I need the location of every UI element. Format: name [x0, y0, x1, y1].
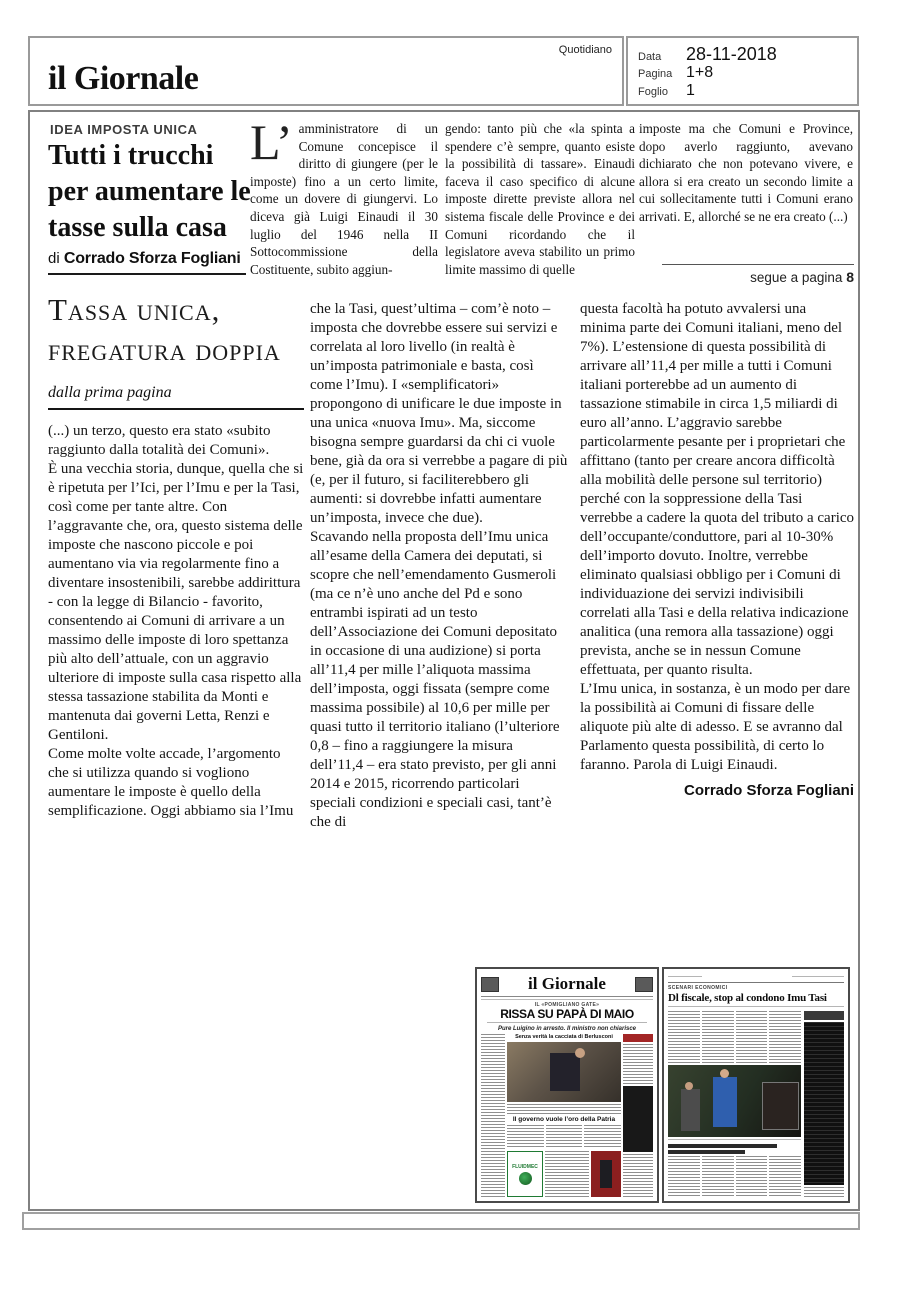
thumb-inside-text-column — [668, 1156, 700, 1197]
thumb-front-text-column — [507, 1125, 544, 1149]
thumb-front-text-column — [546, 1125, 583, 1149]
thumb-front-story2-headline: Il governo vuole l’oro della Patria — [512, 1116, 616, 1123]
thumb-front-photo — [507, 1042, 621, 1102]
paragraph: Scavando nella proposta dell’Imu unica all’esame della Camera dei deputati, si scopre che nell’emendamento Gusmeroli (ma ce n’è uno anche del Pd e sono entrambi ispirati ad un testo dell’Associazione dei Comuni depositato in occasione di una audizione) si porta all’11,4 per mille l’aliquota massima dell’imposta, oggi fissata (sempre come massima possibile) al 10,6 per mille per quasi tutto il territorio italiano (l’ulteriore 0,8 – fino a raggiungere la misura dell’11,4 – era stato previsto, per gli anni 2014 e 2015, ricorrendo particolari speciali condizioni e speciali casi, tant’è che di — [310, 529, 560, 830]
thumb-front-story1-headline: Senza verità la cacciata di Berlusconi — [515, 1034, 613, 1040]
continuation-text: segue a pagina — [750, 270, 843, 285]
front-article-byline — [48, 250, 246, 275]
thumb-inside-sidebar-dark-block — [804, 1022, 844, 1185]
paragraph: questa facoltà ha potuto avvalersi una minima parte dei Comuni italiani, meno del 7%). L’estensione di questa possibilità di arrivare all’11,4 per mille a tutti i Comuni italiani porterebbe ad un aumento di tassazione stimabile in circa 1,5 miliardi di euro all’anno. L’aggravio sarebbe particolarmente pesante per i proprietari che affittano (tanto per creare ancora difficoltà alla mobilità delle persone sul territorio) perché con la soppressione della Tasi verrebbe a cadere la quota del tributo a carico dell’occupante/conduttore, pari al 10-30% dell’importo dovuto. Inoltre, verrebbe eliminato qualsiasi obbligo per i Comuni di individuazione dei servizi indivisibili correlati alla Tasi e della relativa indicazione analitica (una remora alla tassazione) oggi prevista, anche se in nessun Comune effettuata, per quanto risulta. — [580, 301, 855, 678]
thumb-front-deck: Pure Luigino in arresto. Il ministro non chiarisce — [497, 1026, 637, 1032]
paragraph: (...) un terzo, questo era stato «subito raggiunto dalla totalità dei Comuni». — [48, 423, 271, 458]
publication-masthead: il Giornale — [48, 60, 199, 97]
ad-logo-circle — [519, 1172, 532, 1185]
thumb-front-red-badge — [623, 1034, 653, 1042]
paragraph: È una vecchia storia, dunque, quella che si è ripetuta per l’Ici, per l’Imu e per la Tasi, così come per tante altre. Con l’aggravante che, ora, questo sistema delle imposte che nascono piccole e poi aumentano via via regolarmente fino a diventare insostenibili, sarebbe addirittura - con la legge di Bilancio - favorito, consentendo ai Comuni di arrivare a un massimo delle imposte di loro spettanza più alto dell’attuale, con un aggravio ulteriore di imposte sulla casa rispetto alla stessa tassazione stabilita da Monti e mantenuta dai governi Letta, Renzi e Gentiloni. — [48, 461, 304, 743]
thumb-inside-rule — [668, 982, 844, 983]
masthead-ad-left — [481, 977, 499, 992]
main-article-column-1 — [48, 422, 304, 821]
clipping-meta-box — [626, 36, 859, 106]
continuation-rule — [662, 264, 854, 265]
thumb-inside-text-column — [702, 1156, 734, 1197]
main-article-subtitle: dalla prima pagina — [48, 384, 304, 410]
publication-header-box — [28, 36, 624, 106]
main-article-column-2 — [310, 300, 568, 832]
masthead-rule — [481, 996, 653, 1000]
thumb-front-right-text — [623, 1154, 653, 1197]
thumb-front-masthead: il Giornale — [528, 974, 606, 993]
thumb-inside-folio-right — [792, 976, 844, 979]
front-article-column-3 — [639, 120, 853, 226]
thumb-front-headline: RISSA SU PAPÀ DI MAIO — [500, 1007, 634, 1021]
thumb-front-text-column — [584, 1125, 621, 1149]
front-article-column-1 — [250, 114, 438, 278]
footer-strip — [22, 1212, 860, 1230]
thumb-inside-sidebar-header — [804, 1011, 844, 1020]
photo-figure-left — [681, 1089, 700, 1131]
front-article-column-1-text: amministratore di un Comune concepisce il diritto di giungere (per le imposte) fino a un certo limite, come un dovere di giungervi. Lo diceva già Luigi Einaudi il 30 luglio del 1946 nella II Sottocommissione della Costituente, subito aggiun- — [250, 121, 438, 277]
main-article-column-3 — [580, 300, 854, 800]
thumb-front-right-photo — [623, 1086, 653, 1152]
main-article-title: Tassa unica, fregatura doppia — [48, 292, 281, 367]
thumb-inside-deck-lines — [668, 1006, 844, 1009]
thumb-inside-caption — [668, 1139, 801, 1142]
thumb-front-bottom-text — [545, 1151, 589, 1197]
photo-face-center — [720, 1069, 729, 1078]
front-article-kicker: IDEA IMPOSTA UNICA — [50, 122, 198, 137]
meta-pagina-value: 1+8 — [686, 64, 714, 81]
paragraph: che la Tasi, quest’ultima – com’è noto – imposta che dovrebbe essere sui servizi e correlata al loro livello (in realtà è un’imposta patrimoniale e basta, così come l’Imu). I «semplificatori» propongono di unificare le due imposte in una unica «nuova Imu». Ma, siccome bisogna sempre guardarsi da chi ci vuole bene, già da ora si verrebbe a pagare di più (e, per il futuro, si faciliterebbero gli aumenti: si dovrebbe infatti aumentare un’imposta, invece che due). — [310, 301, 568, 526]
byline-prefix: di — [48, 250, 60, 267]
continuation-page-number: 8 — [846, 269, 854, 285]
thumb-front-caption-lines — [507, 1104, 621, 1114]
photo-face — [575, 1048, 585, 1058]
thumb-inside-kicker: SCENARI ECONOMICI — [668, 985, 728, 991]
photo-figure-center — [713, 1077, 737, 1127]
byline-author: Corrado Sforza Fogliani — [63, 250, 241, 267]
thumb-inside-text-column — [668, 1011, 700, 1063]
thumb-inside-sidebar-footer — [804, 1187, 844, 1197]
masthead-ad-right — [635, 977, 653, 992]
article-signature: Corrado Sforza Fogliani — [683, 782, 854, 799]
thumb-inside-second-headline-line2 — [668, 1150, 745, 1154]
thumb-inside-headline: Dl fiscale, stop al condono Imu Tasi — [668, 992, 827, 1004]
photo-inset — [762, 1082, 799, 1130]
photo-figure — [550, 1053, 580, 1091]
front-article-column-2-text: gendo: tanto più che «la spinta a spendere c’è sempre, quanto esiste la possibilità di tassare». Einaudi faceva il caso specifico di alcune imposte dirette previste allora nel sistema fiscale delle Province e dei Comuni ricordando che il legislatore aveva stabilito un primo limite massimo di quelle — [445, 121, 635, 277]
thumb-front-left-column-text — [481, 1034, 505, 1197]
thumb-inside-text-column — [702, 1011, 734, 1063]
thumb-front-ad-label: FLUIDMEC — [512, 1163, 538, 1170]
thumb-inside-photo — [668, 1065, 801, 1137]
thumb-inside-text-column — [736, 1156, 768, 1197]
thumb-inside-text-column — [769, 1156, 801, 1197]
thumb-inside-text-column — [736, 1011, 768, 1063]
continuation-note — [662, 264, 854, 285]
ad-figure — [600, 1160, 612, 1188]
thumb-front-right-text — [623, 1044, 653, 1084]
meta-data-label: Data — [638, 51, 662, 63]
thumb-inside-text-column — [769, 1011, 801, 1063]
thumb-front-ad-green — [507, 1151, 543, 1197]
paragraph: Come molte volte accade, l’argomento che si utilizza quando si vogliono aumentare le imposte è quello della semplificazione. Oggi abbiamo sia l’Imu — [48, 746, 294, 819]
paragraph: L’Imu unica, in sostanza, è un modo per dare la possibilità ai Comuni di fissare delle aliquote più alte di adesso. E se avranno dal Parlamento questa possibilità, di certo lo faranno. Parola di Luigi Einaudi. — [580, 681, 851, 773]
front-article-column-3-text: imposte ma che Comuni e Province, dopo averlo raggiunto, avevano dichiarato che non potevano vivere, e allora si era creato un secondo limite a cui sollecitamente tutti i Comuni erano arrivati. E, allorché se ne era creato (...) — [639, 121, 853, 224]
meta-foglio-label: Foglio — [638, 86, 668, 98]
meta-pagina-label: Pagina — [638, 68, 673, 80]
thumbnail-inside-page — [662, 967, 850, 1203]
thumb-front-kicker: IL «POMIGLIANO GATE» — [534, 1002, 600, 1008]
front-article-headline: Tutti i trucchi per aumentare le tasse sulla casa — [48, 140, 251, 243]
thumb-front-deck-lines — [487, 1022, 647, 1025]
thumb-inside-second-headline-line1 — [668, 1144, 777, 1148]
front-article-column-2 — [445, 120, 635, 278]
meta-foglio-value: 1 — [686, 82, 695, 99]
thumb-front-ad-red — [591, 1151, 621, 1197]
article-frame — [28, 110, 860, 1211]
meta-data-value: 28-11-2018 — [686, 44, 777, 64]
publication-type-label: Quotidiano — [558, 44, 612, 56]
thumb-inside-folio-left — [668, 976, 702, 979]
drop-cap: L’ — [250, 114, 293, 170]
thumbnail-front-page — [475, 967, 659, 1203]
